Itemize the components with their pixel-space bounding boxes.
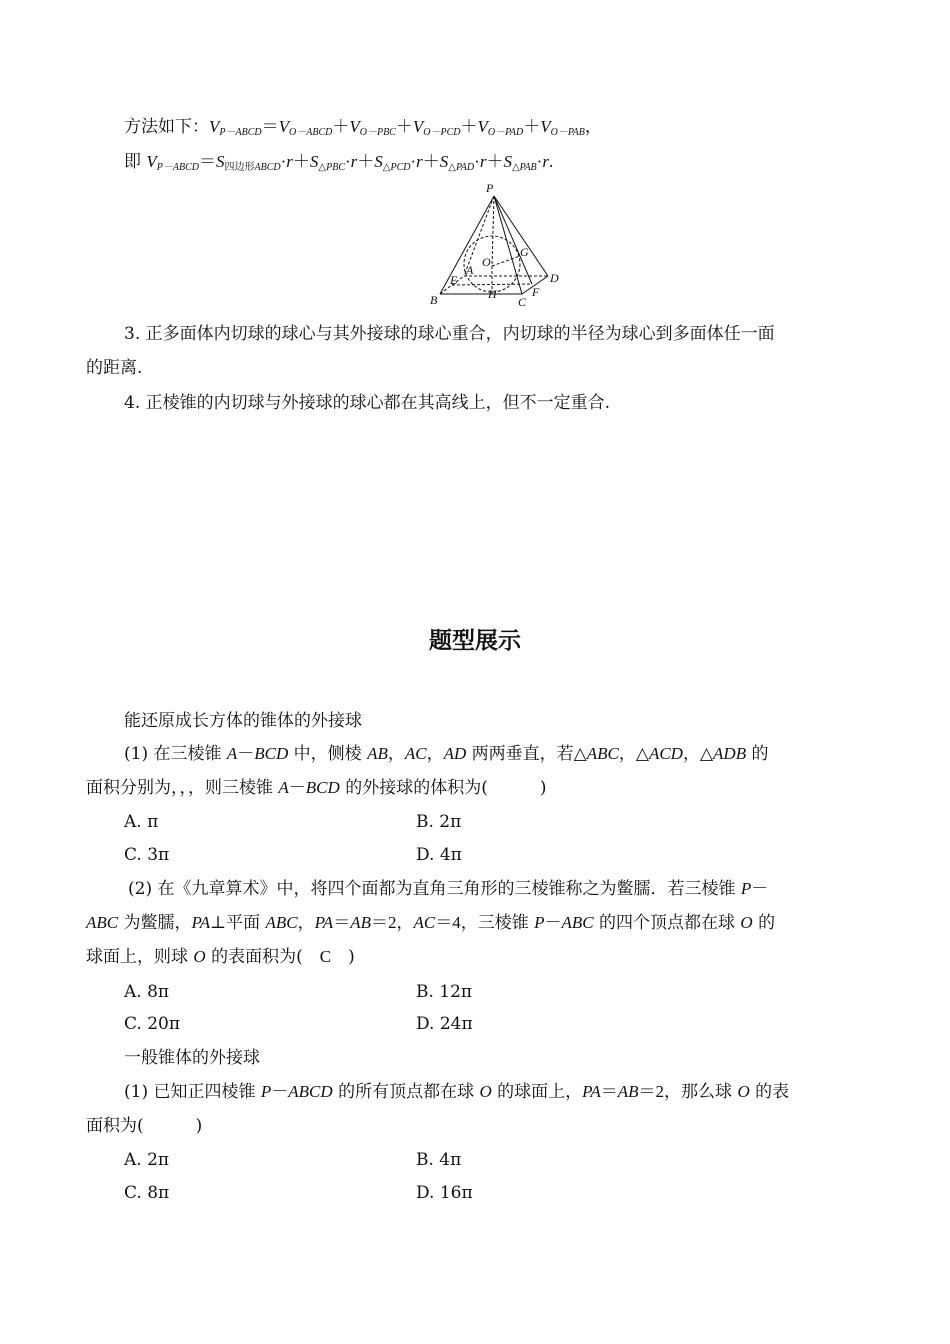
- tri-0: △PBC: [318, 162, 345, 173]
- typeA-q1-option-a[interactable]: A. π: [124, 812, 159, 832]
- typeA-q2-option-a[interactable]: A. 8π: [124, 982, 170, 1002]
- tri-3: △PAB: [511, 162, 537, 173]
- label-g: G: [520, 245, 529, 259]
- quad-label: 四边形: [224, 162, 255, 173]
- typeA-q2-line2: ABC 为鳖臑，PA⊥平面 ABC，PA＝AB＝2，AC＝4，三棱锥 P－ABC 的四个顶点都在球 O 的: [86, 913, 776, 933]
- typeA-q2-option-c[interactable]: C. 20π: [124, 1014, 181, 1034]
- label-o: O: [482, 255, 491, 269]
- typeA-q1-option-d[interactable]: D. 4π: [416, 845, 462, 865]
- typeB-q1-option-c[interactable]: C. 8π: [124, 1183, 170, 1203]
- typeB-q1-line2: 面积为( ): [86, 1116, 203, 1136]
- typeA-q1-tail: 的外接球的体积为(: [345, 778, 488, 798]
- label-f: F: [532, 285, 540, 299]
- method-line2-prefix: 即: [124, 152, 141, 172]
- pyramid-figure: [422, 180, 572, 310]
- point4-text: 4. 正棱锥的内切球与外接球的球心都在其高线上，但不一定重合.: [124, 393, 611, 413]
- sub-term-0: P－ABCD: [219, 127, 262, 138]
- section-title: 题型展示: [429, 628, 521, 654]
- sub-term-5: O－PAB: [550, 127, 585, 138]
- point3-line2: 的距离.: [86, 358, 143, 378]
- sub-term-2: O－PBC: [359, 127, 396, 138]
- label-b: B: [430, 293, 438, 307]
- typeA-q1-num: (1) 在三棱锥: [124, 744, 222, 764]
- tri-1: △PCD: [382, 162, 411, 173]
- method-line-2: 即 $V_{P-ABCD}=S_{四边形ABCD}\cdot r+S_{\triangle PBC}\cdot r+S_{\triangle PCD}\cdot r+S_{\triangle PAD}\cdot r+S_{\triangle PAB}\cdot r$.: [124, 152, 554, 173]
- point3-line1: 3. 正多面体内切球的球心与其外接球的球心重合，内切球的半径为球心到多面体任一面: [124, 324, 775, 344]
- typeA-q2-line3: 球面上，则球 O 的表面积为( C ): [86, 947, 355, 967]
- typeA-q2-option-b[interactable]: B. 12π: [416, 982, 473, 1002]
- sub-term-0b: P－ABCD: [156, 162, 200, 173]
- label-h: H: [488, 287, 497, 301]
- label-d: D: [550, 271, 559, 285]
- typeB-q1-option-b[interactable]: B. 4π: [416, 1150, 462, 1170]
- label-c: C: [518, 295, 527, 309]
- sub-term-1: O－ABCD: [289, 127, 333, 138]
- typeB-q1-option-d[interactable]: D. 16π: [416, 1183, 473, 1203]
- label-p: P: [486, 181, 494, 195]
- method-intro: 方法如下：: [124, 117, 209, 137]
- typeA-q2-answer: C: [319, 947, 332, 966]
- typeB-q1-option-a[interactable]: A. 2π: [124, 1150, 170, 1170]
- typeB-q1-line1: (1) 已知正四棱锥 P－ABCD 的所有顶点都在球 O 的球面上，PA＝AB＝2，那么球 O 的表: [124, 1082, 790, 1102]
- label-a: A: [466, 263, 474, 277]
- typeA-q1-option-b[interactable]: B. 2π: [416, 812, 462, 832]
- sub-term-3: O－PCD: [423, 127, 461, 138]
- typeA-q1-line2: 面积分别为，，，则三棱锥 A－BCD 的外接球的体积为( ): [86, 778, 547, 798]
- tri-2: △PAD: [448, 162, 475, 173]
- typeA-heading: 能还原成长方体的锥体的外接球: [124, 711, 362, 731]
- sub-term-4: O－PAD: [487, 127, 524, 138]
- r-symbol: r: [286, 152, 293, 171]
- typeA-q1-option-c[interactable]: C. 3π: [124, 845, 170, 865]
- label-e: E: [450, 273, 458, 287]
- typeB-heading: 一般锥体的外接球: [124, 1048, 260, 1068]
- method-line-1: 方法如下：$V_{P-ABCD}=V_{O-ABCD}+V_{O-PBC}+V_{O-PCD}+V_{O-PAD}+V_{O-PAB}$，: [124, 117, 602, 138]
- typeA-q2-option-d[interactable]: D. 24π: [416, 1014, 473, 1034]
- typeA-q2-line1: (2) 在《九章算术》中，将四个面都为直角三角形的三棱锥称之为鳖臑．若三棱锥 P－: [128, 879, 769, 899]
- typeA-q1-line1: (1) 在三棱锥 A－BCD 中，侧棱 AB，AC，AD 两两垂直，若△ABC，△ACD，△ADB 的: [124, 744, 769, 764]
